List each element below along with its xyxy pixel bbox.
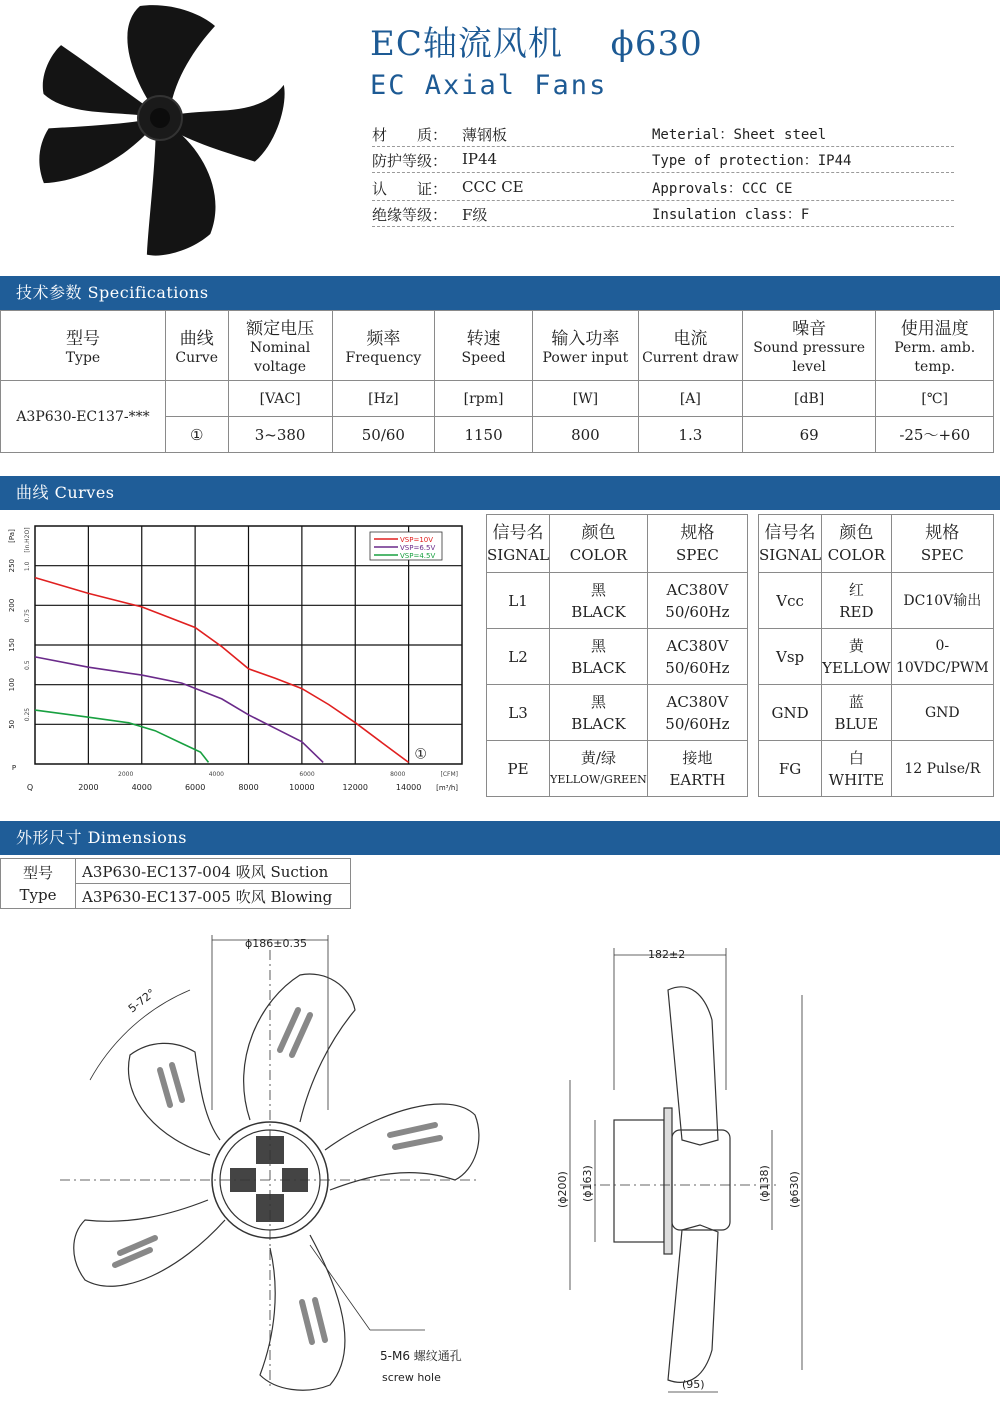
signal-name: GND xyxy=(759,685,822,741)
chart-curve-marker: ① xyxy=(414,746,427,763)
signal-row xyxy=(487,629,748,685)
signal-spec-line1: 接地 xyxy=(682,748,713,767)
chart-y-tick-inh2o: 1.0 xyxy=(24,561,31,572)
spec-en-label: Insulation class： xyxy=(652,207,801,223)
side-view-drawing xyxy=(540,940,820,1400)
chart-x-tick-cfm: 2000 xyxy=(118,771,134,778)
spec-header-cn: 频率 xyxy=(366,328,401,349)
chart-x-tick-cfm: 8000 xyxy=(390,771,406,778)
signal-header-en: SPEC xyxy=(920,545,964,564)
section-dimensions: 外形尺寸 Dimensions xyxy=(0,821,1000,855)
signal-name: PE xyxy=(487,741,550,797)
spec-header-cn: 型号 xyxy=(65,328,100,349)
spec-header-en: Speed xyxy=(461,349,506,366)
signal-header-cn: 颜色 xyxy=(581,522,616,543)
signal-color-cn: 蓝 xyxy=(848,692,864,711)
spec-line xyxy=(372,174,954,201)
spec-cn-value: IP44 xyxy=(462,150,498,168)
spec-cn-value: F级 xyxy=(462,206,488,224)
chart-legend-label: VSP=6.5V xyxy=(400,544,436,552)
spec-header-cell xyxy=(742,311,876,381)
chart-x-tick: 8000 xyxy=(238,783,259,792)
spec-header-cell xyxy=(1,311,166,381)
signal-header-en: SPEC xyxy=(676,545,719,564)
spec-unit: [rpm] xyxy=(435,381,533,417)
spec-units-row xyxy=(1,381,994,417)
signal-row xyxy=(487,741,748,797)
spec-header-cn: 转速 xyxy=(466,328,501,349)
signal-color xyxy=(550,573,648,629)
signal-spec-line1: AC380V xyxy=(666,636,729,655)
chart-y-tick: 250 xyxy=(8,558,16,573)
signal-header-row xyxy=(487,515,748,573)
spec-header-cell xyxy=(638,311,742,381)
signal-row xyxy=(759,685,994,741)
chart-x-tick: 10000 xyxy=(289,783,315,792)
blade-lower xyxy=(668,1225,718,1382)
signal-header-cell xyxy=(759,515,822,573)
signal-spec-line2: 50/60Hz xyxy=(665,714,730,733)
signal-header-cell xyxy=(891,515,993,573)
spec-en-value: Sheet steel xyxy=(733,127,827,143)
spec-en-label: Type of protection： xyxy=(652,153,818,169)
signal-header-en: COLOR xyxy=(569,545,628,564)
signal-color-cn: 黑 xyxy=(590,636,606,655)
d200-label: (ϕ200) xyxy=(556,1171,569,1208)
spec-cn-value: 薄钢板 xyxy=(462,126,508,144)
spec-header-en: Current draw xyxy=(642,349,739,366)
screw-hole-label-en: screw hole xyxy=(382,1371,441,1384)
section-curves: 曲线 Curves xyxy=(0,476,1000,510)
signal-color-en: BLUE xyxy=(834,714,879,733)
blade-ribs xyxy=(115,1010,440,1342)
chart-legend-label: VSP=10V xyxy=(400,536,434,544)
section-specifications: 技术参数 Specifications xyxy=(0,276,1000,310)
signal-name: L1 xyxy=(487,573,550,629)
spec-line xyxy=(372,120,954,147)
d163-label: (ϕ163) xyxy=(581,1165,594,1202)
signal-spec-line1: AC380V xyxy=(666,692,729,711)
spec-header-cell xyxy=(435,311,533,381)
spec-header-cn: 额定电压 xyxy=(246,319,315,339)
screw-hole-label-cn: 5-M6 螺纹通孔 xyxy=(380,1349,462,1363)
spec-en-value: CCC CE xyxy=(741,181,793,197)
fan-blade-outline xyxy=(74,974,479,1390)
front-view-drawing xyxy=(60,925,500,1395)
spec-header-en: Power input xyxy=(542,349,629,366)
signal-table-left xyxy=(486,514,748,797)
d138-label: (ϕ138) xyxy=(758,1165,771,1202)
spec-model: A3P630-EC137-*** xyxy=(1,381,166,453)
signal-spec-line2: 50/60Hz xyxy=(665,602,730,621)
d630-label: (ϕ630) xyxy=(788,1171,801,1208)
fan-product-image xyxy=(20,0,300,275)
type-label-cn: 型号 xyxy=(22,863,53,882)
spec-unit: [dB] xyxy=(742,381,876,417)
spec-unit: [℃] xyxy=(876,381,994,417)
chart-y-tick: 200 xyxy=(8,598,16,613)
spec-cn-label: 认 证： xyxy=(372,180,448,198)
signal-color xyxy=(550,685,648,741)
signal-color-en: WHITE xyxy=(828,770,885,789)
signal-row xyxy=(487,573,748,629)
angle-label: 5-72° xyxy=(125,986,158,1016)
spec-header-en: Curve xyxy=(175,349,219,366)
signal-name: FG xyxy=(759,741,822,797)
hub-vents xyxy=(230,1136,308,1222)
signal-header-en: COLOR xyxy=(827,545,886,564)
signal-color xyxy=(550,741,648,797)
chart-x-unit-bottom: [m³/h] xyxy=(436,784,458,792)
signal-spec-line2: 50/60Hz xyxy=(665,658,730,677)
chart-y-unit-right: [in.H2O] xyxy=(24,527,31,553)
signal-color-en: YELLOW xyxy=(822,658,891,677)
signal-header-cn: 规格 xyxy=(680,522,715,543)
blade-width-label: (95) xyxy=(682,1378,705,1391)
signal-table-right xyxy=(758,514,994,797)
type-table xyxy=(0,858,351,909)
signal-header-row xyxy=(759,515,994,573)
signal-color xyxy=(822,573,892,629)
chart-x-tick: 12000 xyxy=(342,783,368,792)
chart-y-tick-inh2o: 0.75 xyxy=(24,609,31,623)
signal-spec: 12 Pulse/R xyxy=(891,741,993,797)
signal-color-en: RED xyxy=(839,602,874,621)
spec-line xyxy=(372,200,954,227)
signal-header-cell xyxy=(822,515,892,573)
chart-y-tick-inh2o: 0.5 xyxy=(24,660,31,670)
title-cn: EC轴流风机 xyxy=(370,24,563,64)
signal-spec xyxy=(647,573,747,629)
signal-name: L3 xyxy=(487,685,550,741)
spec-unit-curve xyxy=(165,381,228,417)
signal-color-en: BLACK xyxy=(571,658,626,677)
signal-spec: 0-10VDC/PWM xyxy=(891,629,993,685)
signal-row xyxy=(759,573,994,629)
spec-en-label: Meterial： xyxy=(652,127,734,143)
signal-header-cell xyxy=(487,515,550,573)
signal-color xyxy=(550,629,648,685)
spec-header-cn: 噪音 xyxy=(792,319,827,339)
spec-unit: [W] xyxy=(533,381,639,417)
spec-value: -25～+60 xyxy=(876,417,994,453)
chart-x-unit-top: [CFM] xyxy=(440,771,458,778)
spec-cn-value: CCC CE xyxy=(462,178,524,196)
signal-header-en: SIGNAL xyxy=(759,545,822,564)
spec-cn-label: 绝缘等级： xyxy=(372,206,448,224)
signal-spec: GND xyxy=(891,685,993,741)
signal-color-cn: 白 xyxy=(848,748,864,767)
signal-header-cn: 颜色 xyxy=(839,522,874,543)
spec-unit: [Hz] xyxy=(332,381,434,417)
signal-color-en: BLACK xyxy=(571,714,626,733)
spec-header-cn: 电流 xyxy=(673,328,708,349)
signal-spec xyxy=(647,741,747,797)
mount-flange xyxy=(664,1108,672,1254)
spec-unit: [VAC] xyxy=(228,381,332,417)
product-title xyxy=(370,16,703,65)
spec-header-en: Perm. amb. temp. xyxy=(894,340,976,375)
spec-value: 800 xyxy=(533,417,639,453)
signal-color-cn: 黄/绿 xyxy=(580,748,616,767)
signal-name: Vcc xyxy=(759,573,822,629)
spec-header-en: Nominal voltage xyxy=(249,340,311,375)
spec-en xyxy=(652,178,792,198)
depth-label: 182±2 xyxy=(648,948,686,961)
signal-color-en: BLACK xyxy=(571,602,626,621)
signal-color xyxy=(822,741,892,797)
chart-x-tick: 2000 xyxy=(78,783,99,792)
spec-header-en: Type xyxy=(65,349,101,366)
chart-legend-label: VSP=4.5V xyxy=(400,552,436,560)
title-size: ϕ630 xyxy=(610,24,703,64)
signal-name: Vsp xyxy=(759,629,822,685)
spec-value: 50/60 xyxy=(332,417,434,453)
spec-header-cell xyxy=(228,311,332,381)
spec-cn-label: 材 质： xyxy=(372,126,448,144)
signal-spec xyxy=(647,685,747,741)
signal-color-cn: 黄 xyxy=(848,636,864,655)
signal-spec-line2: EARTH xyxy=(669,770,726,789)
spec-en xyxy=(652,150,851,170)
spec-en xyxy=(652,124,826,144)
signal-spec: DC10V输出 xyxy=(891,573,993,629)
chart-y-tick: 50 xyxy=(8,719,16,729)
type-row: A3P630-EC137-005 吹风 Blowing xyxy=(76,884,351,909)
spec-en-value: F xyxy=(800,207,810,223)
signal-header-cell xyxy=(647,515,747,573)
signal-color xyxy=(822,685,892,741)
spec-table xyxy=(0,310,994,453)
spec-line xyxy=(372,146,954,173)
spec-unit: [A] xyxy=(638,381,742,417)
spec-curve-marker: ① xyxy=(165,417,228,453)
blade-upper xyxy=(668,987,718,1145)
signal-header-en: SIGNAL xyxy=(487,545,550,564)
spec-en xyxy=(652,204,809,224)
chart-x-label: Q xyxy=(26,783,34,792)
signal-row xyxy=(759,629,994,685)
signal-spec xyxy=(647,629,747,685)
signal-header-cn: 信号名 xyxy=(764,522,816,543)
signal-header-cn: 规格 xyxy=(925,522,960,543)
spec-en-label: Approvals： xyxy=(652,181,742,197)
performance-curve-chart xyxy=(0,512,482,795)
spec-en-value: IP44 xyxy=(817,153,852,169)
spec-header-row xyxy=(1,311,994,381)
spec-header-cn: 输入功率 xyxy=(551,328,620,349)
product-title-en: EC Axial Fans xyxy=(370,70,608,101)
spec-value: 1150 xyxy=(435,417,533,453)
signal-header-cell xyxy=(550,515,648,573)
spec-header-cell xyxy=(332,311,434,381)
chart-x-tick-cfm: 4000 xyxy=(208,771,225,778)
signal-row xyxy=(487,685,748,741)
signal-color xyxy=(822,629,892,685)
spec-header-cell xyxy=(165,311,228,381)
hub-dim-label: ϕ186±0.35 xyxy=(245,937,307,950)
motor-body xyxy=(614,1120,664,1242)
chart-y-label: P xyxy=(11,764,17,772)
chart-y-unit: [Pa] xyxy=(8,529,16,543)
signal-row xyxy=(759,741,994,797)
chart-x-tick-cfm: 6000 xyxy=(299,771,315,778)
chart-y-tick-inh2o: 0.25 xyxy=(24,707,31,722)
signal-color-cn: 黑 xyxy=(590,692,606,711)
spec-cn-label: 防护等级： xyxy=(372,152,448,170)
signal-color-cn: 黑 xyxy=(590,580,606,599)
spec-header-cell xyxy=(533,311,639,381)
spec-value: 1.3 xyxy=(638,417,742,453)
chart-y-tick: 150 xyxy=(8,638,16,652)
signal-name: L2 xyxy=(487,629,550,685)
spec-value: 69 xyxy=(742,417,876,453)
chart-x-tick: 14000 xyxy=(395,783,422,792)
signal-spec-line1: AC380V xyxy=(666,580,729,599)
spec-header-cell xyxy=(876,311,994,381)
chart-y-tick: 100 xyxy=(8,677,16,692)
spec-value: 3~380 xyxy=(228,417,332,453)
type-label-en: Type xyxy=(19,885,57,904)
chart-x-tick: 6000 xyxy=(184,783,206,792)
signal-color-cn: 红 xyxy=(848,580,864,599)
type-label xyxy=(1,859,76,909)
spec-header-en: Frequency xyxy=(345,349,422,366)
spec-header-cn: 使用温度 xyxy=(900,319,969,339)
spec-header-en: Sound pressure level xyxy=(753,340,866,375)
signal-header-cn: 信号名 xyxy=(492,522,544,543)
signal-color-en: YELLOW/GREEN xyxy=(550,772,647,786)
spec-header-cn: 曲线 xyxy=(179,328,214,349)
chart-x-tick: 4000 xyxy=(131,783,152,792)
type-row: A3P630-EC137-004 吸风 Suction xyxy=(76,859,351,884)
